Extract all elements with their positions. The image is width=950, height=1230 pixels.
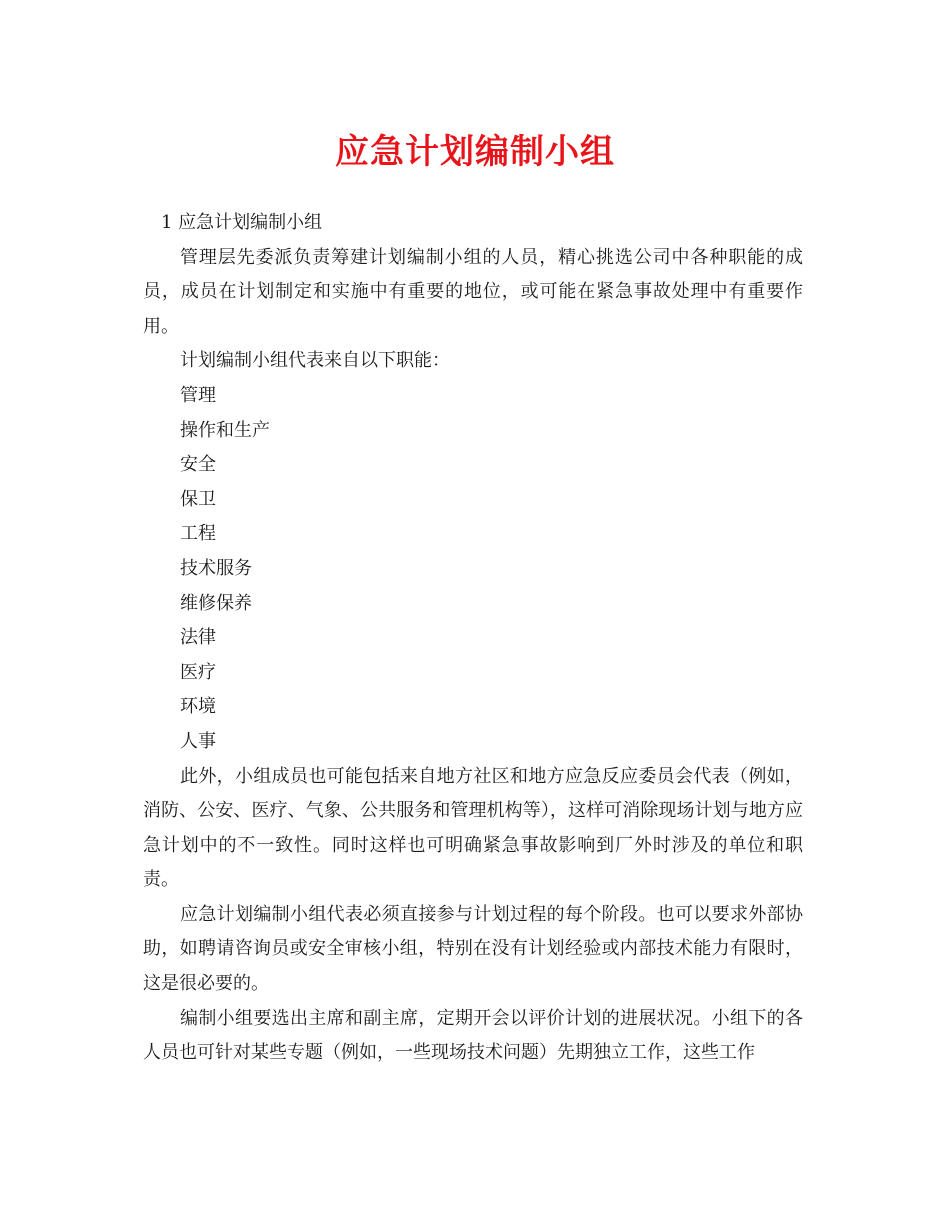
- function-list-item: 环境: [180, 696, 216, 718]
- document-title: 应急计划编制小组: [335, 132, 615, 172]
- function-list-item: 管理: [180, 384, 216, 406]
- function-list-item: 人事: [180, 730, 216, 752]
- document-body: [143, 206, 803, 1071]
- section-heading: 1 应急计划编制小组: [161, 212, 323, 233]
- function-list-item: 操作和生产: [180, 419, 270, 441]
- function-list-item: 医疗: [180, 661, 216, 683]
- paragraph: 管理层先委派负责筹建计划编制小组的人员，精心挑选公司中各种职能的成员，成员在计划制定和实施中有重要的地位，或可能在紧急事故处理中有重要作用。: [143, 246, 803, 337]
- function-list-item: 工程: [180, 523, 216, 545]
- paragraph: 计划编制小组代表来自以下职能：: [180, 350, 450, 372]
- function-list-item: 法律: [180, 627, 216, 649]
- paragraph: 此外，小组成员也可能包括来自地方社区和地方应急反应委员会代表（例如，消防、公安、医疗、气象、公共服务和管理机构等），这样可消除现场计划与地方应急计划中的不一致性。同时这样也可明确紧急事故影响到厂外时涉及的单位和职责。: [143, 765, 803, 891]
- function-list-item: 维修保养: [180, 592, 252, 614]
- paragraph: 编制小组要选出主席和副主席，定期开会以评价计划的进展状况。小组下的各人员也可针对某些专题（例如，一些现场技术问题）先期独立工作，这些工作: [143, 1007, 803, 1064]
- function-list-item: 技术服务: [180, 557, 252, 579]
- function-list: [143, 379, 803, 760]
- function-list-item: 保卫: [180, 488, 216, 510]
- paragraph: 应急计划编制小组代表必须直接参与计划过程的每个阶段。也可以要求外部协助，如聘请咨询员或安全审核小组，特别在没有计划经验或内部技术能力有限时，这是很必要的。: [143, 903, 803, 995]
- function-list-item: 安全: [180, 454, 216, 476]
